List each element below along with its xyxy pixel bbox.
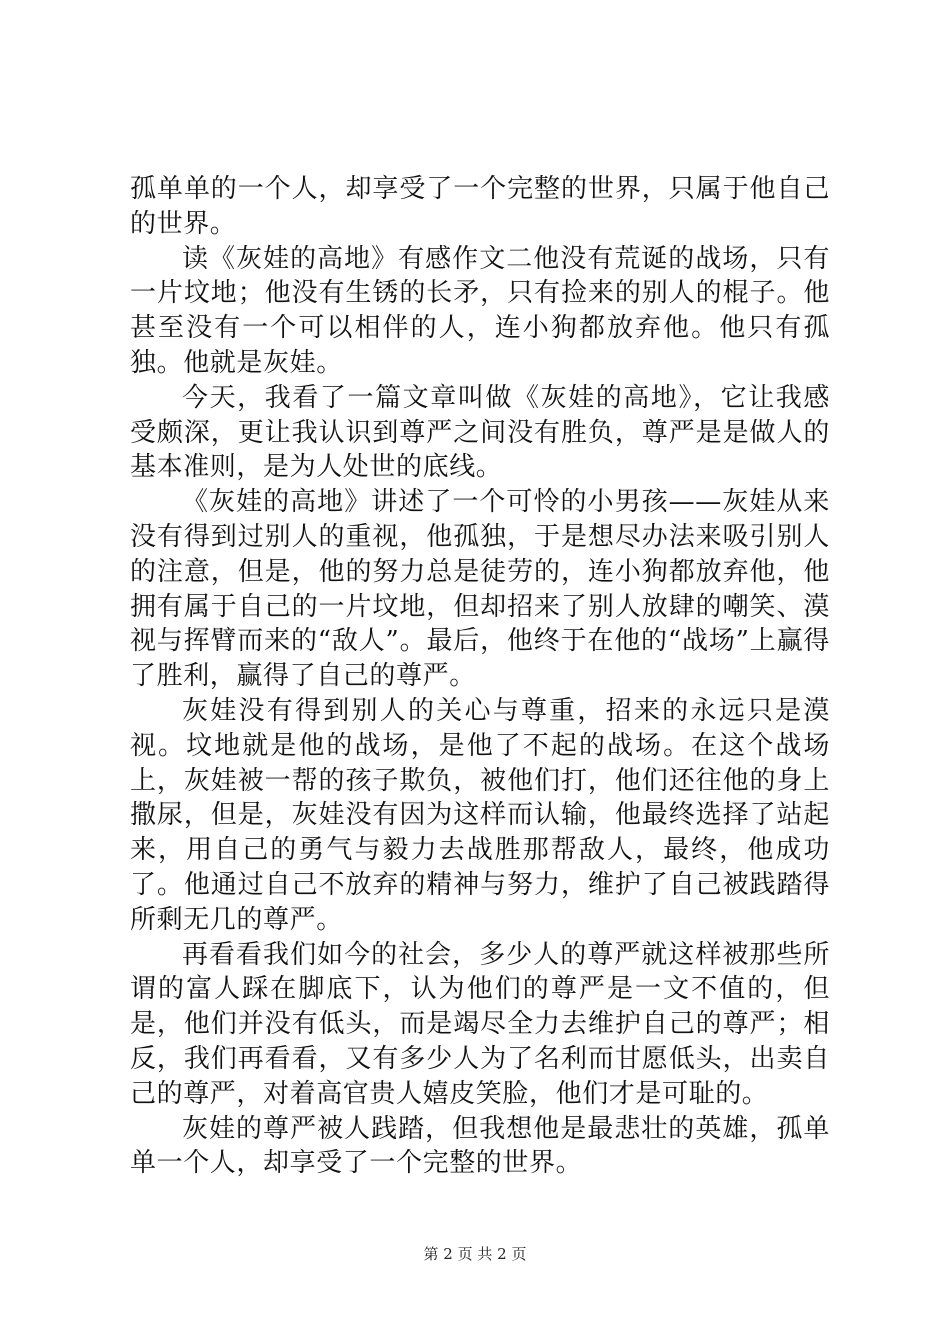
paragraph-2: 读《灰娃的高地》有感作文二他没有荒诞的战场，只有一片坟地；他没有生锈的长矛，只有捡来的别人的棍子。他甚至没有一个可以相伴的人，连小狗都放弃他。他只有孤独。他就是灰娃。 (130, 243, 830, 378)
paragraph-4: 《灰娃的高地》讲述了一个可怜的小男孩——灰娃从来没有得到过别人的重视，他孤独，于是想尽办法来吸引别人的注意，但是，他的努力总是徒劳的，连小狗都放弃他，他拥有属于自己的一片坟地，但却招来了别人放肆的嘲笑、漠视与挥臂而来的“敌人”。最后，他终于在他的“战场”上赢得了胜利，赢得了自己的尊严。 (130, 487, 830, 692)
document-body (130, 172, 830, 1181)
paragraph-5: 灰娃没有得到别人的关心与尊重，招来的永远只是漠视。坟地就是他的战场，是他了不起的战场。在这个战场上，灰娃被一帮的孩子欺负，被他们打，他们还往他的身上撒尿，但是，灰娃没有因为这样而认输，他最终选择了站起来，用自己的勇气与毅力去战胜那帮敌人，最终，他成功了。他通过自己不放弃的精神与努力，维护了自己被践踏得所剩无几的尊严。 (130, 695, 830, 935)
paragraph-6: 再看看我们如今的社会，多少人的尊严就这样被那些所谓的富人踩在脚底下，认为他们的尊严是一文不值的，但是，他们并没有低头，而是竭尽全力去维护自己的尊严；相反，我们再看看，又有多少人为了名利而甘愿低头，出卖自己的尊严，对着高官贵人嬉皮笑脸，他们才是可耻的。 (130, 939, 830, 1109)
paragraph-1: 孤单单的一个人，却享受了一个完整的世界，只属于他自己的世界。 (130, 174, 830, 239)
page-number-label: 第 2 页 共 2 页 (423, 1245, 527, 1263)
page-footer (0, 1244, 950, 1264)
paragraph-3: 今天，我看了一篇文章叫做《灰娃的高地》，它让我感受颇深，更让我认识到尊严之间没有胜负，尊严是是做人的基本准则，是为人处世的底线。 (130, 382, 830, 483)
paragraph-7: 灰娃的尊严被人践踏，但我想他是最悲壮的英雄，孤单单一个人，却享受了一个完整的世界。 (130, 1113, 830, 1179)
